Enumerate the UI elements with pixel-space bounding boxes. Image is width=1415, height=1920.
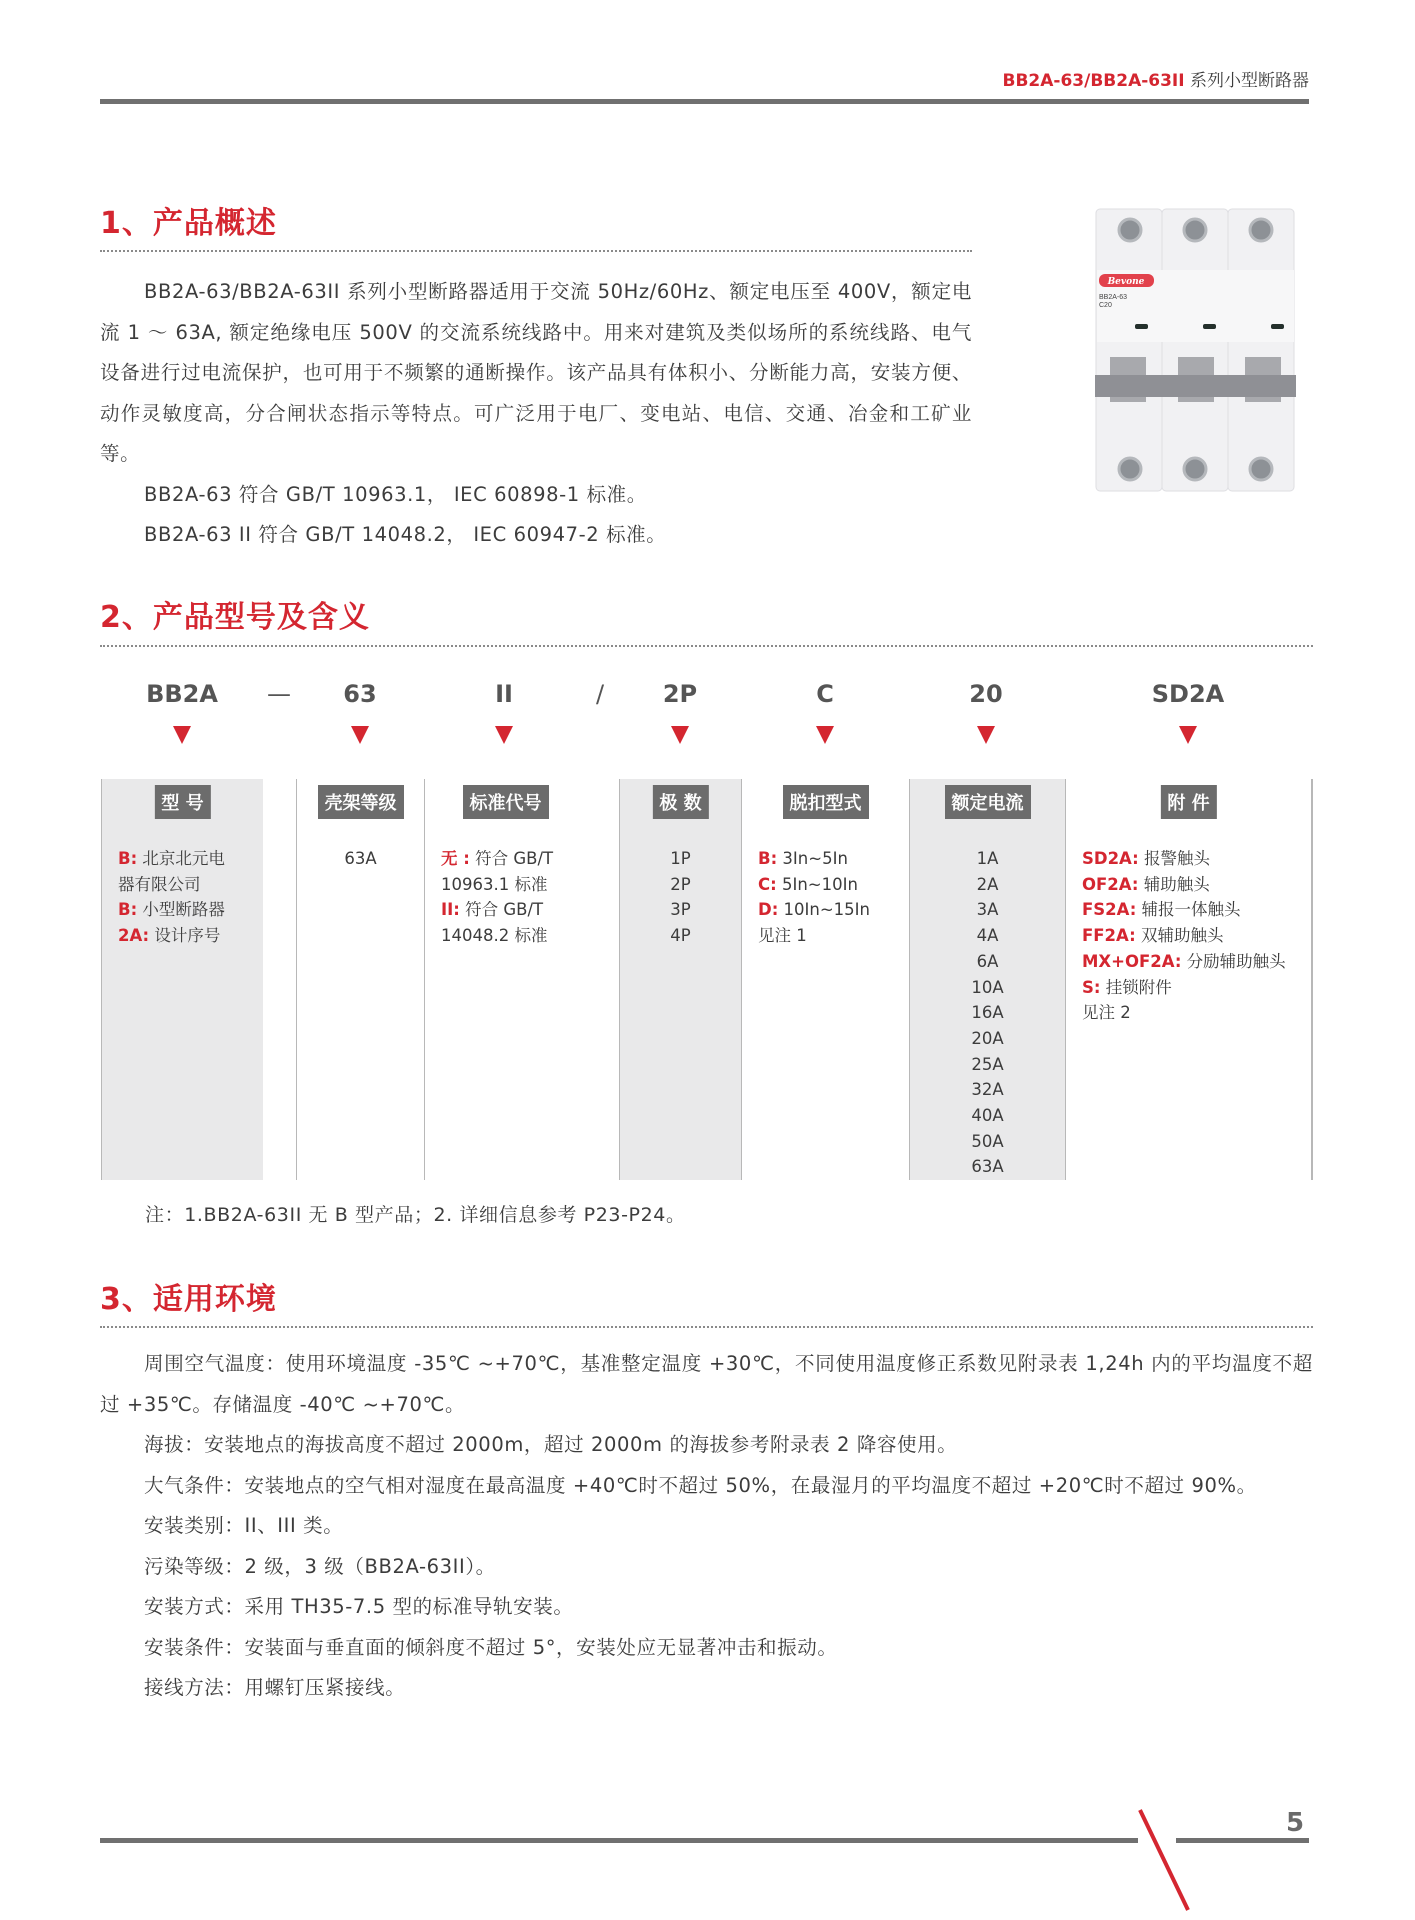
list-item bbox=[910, 1052, 1065, 1078]
environment-text bbox=[100, 1344, 1313, 1709]
section-2-title: 2、产品型号及含义 bbox=[100, 600, 370, 635]
column-header: 壳架等级 bbox=[318, 785, 404, 819]
column-header: 额定电流 bbox=[945, 785, 1031, 819]
env-atmosphere: 大气条件：安装地点的空气相对湿度在最高温度 +40℃时不超过 50%，在最湿月的平均温度不超过 +20℃时不超过 90%。 bbox=[144, 1473, 1257, 1497]
item-value: 符合 GB/T bbox=[469, 849, 554, 868]
list-item bbox=[441, 846, 582, 872]
env-mounting: 安装方式：采用 TH35-7.5 型的标准导轨安装。 bbox=[144, 1595, 574, 1618]
section-divider bbox=[100, 1326, 1313, 1328]
list-item bbox=[441, 897, 582, 923]
list-item bbox=[1082, 1000, 1307, 1026]
arrow-down-icon bbox=[173, 726, 191, 744]
item-value: 40A bbox=[971, 1106, 1004, 1126]
item-value: 10963.1 标准 bbox=[441, 874, 548, 894]
item-value: 辅助触头 bbox=[1138, 874, 1210, 894]
env-altitude: 海拔：安装地点的海拔高度不超过 2000m，超过 2000m 的海拔参考附录表 2 降容使用。 bbox=[144, 1433, 958, 1456]
item-value: 3P bbox=[670, 900, 691, 920]
table-column-model bbox=[101, 779, 263, 1180]
item-value: 5In~10In bbox=[776, 874, 858, 894]
list-item bbox=[910, 1129, 1065, 1155]
list-item bbox=[910, 949, 1065, 975]
code-trip: C bbox=[816, 680, 834, 708]
item-key: OF2A: bbox=[1082, 874, 1139, 894]
table-column-poles bbox=[619, 779, 741, 1180]
item-value: 25A bbox=[971, 1054, 1004, 1074]
overview-text bbox=[100, 272, 972, 556]
table-note: 注：1.BB2A-63II 无 B 型产品；2. 详细信息参考 P23-P24。 bbox=[145, 1204, 686, 1226]
column-items bbox=[118, 846, 259, 949]
item-value: 10A bbox=[971, 977, 1004, 997]
column-items bbox=[758, 846, 905, 949]
item-value: 双辅助触头 bbox=[1135, 926, 1224, 946]
list-item bbox=[910, 1000, 1065, 1026]
table-column-rated-current bbox=[909, 779, 1065, 1180]
table-right-border bbox=[1311, 779, 1313, 1180]
code-accessory: SD2A bbox=[1151, 680, 1225, 708]
overview-paragraph: BB2A-63/BB2A-63II 系列小型断路器适用于交流 50Hz/60Hz、额定电压至 400V，额定电流 1 ～ 63A, 额定绝缘电压 500V 的交流系统线路中。用来对建筑及类似场所的系统线路、电气设备进行过电流保护，也可用于不频繁的通断操作。该产品具有体积小、分断能力高，安装方便、动作灵敏度高，分合闸状态指示等特点。可广泛用于电厂、变电站、电信、交通、冶金和工矿业等。 bbox=[100, 280, 972, 465]
item-value: 报警触头 bbox=[1138, 849, 1210, 868]
list-item bbox=[910, 897, 1065, 923]
list-item bbox=[910, 1077, 1065, 1103]
code-poles: 2P bbox=[662, 680, 698, 708]
list-item bbox=[910, 1103, 1065, 1129]
column-header: 脱扣型式 bbox=[783, 785, 869, 819]
list-item bbox=[758, 923, 905, 949]
list-item bbox=[620, 872, 741, 898]
list-item bbox=[1082, 949, 1307, 975]
list-item bbox=[758, 846, 905, 872]
code-dash: — bbox=[267, 680, 291, 708]
code-slash: / bbox=[595, 680, 605, 708]
product-image bbox=[1094, 207, 1297, 494]
item-value: 器有限公司 bbox=[118, 874, 201, 894]
item-value: 见注 1 bbox=[758, 926, 807, 946]
list-item bbox=[118, 897, 259, 923]
list-item bbox=[758, 872, 905, 898]
column-header: 型 号 bbox=[154, 785, 210, 819]
table-column-standard bbox=[424, 779, 586, 1180]
item-value: 符合 GB/T bbox=[459, 900, 544, 920]
item-value: 北京北元电 bbox=[137, 849, 225, 868]
code-series: BB2A bbox=[146, 680, 218, 708]
item-value: 2A bbox=[976, 874, 999, 894]
env-pollution: 污染等级：2 级，3 级（BB2A-63II）。 bbox=[144, 1554, 496, 1578]
item-key: 无 : bbox=[441, 849, 470, 868]
item-value: 16A bbox=[971, 1003, 1004, 1023]
product-label-rating: C20 bbox=[1099, 302, 1112, 309]
item-value: 见注 2 bbox=[1082, 1003, 1131, 1023]
product-label-model: BB2A-63 bbox=[1099, 294, 1128, 301]
list-item bbox=[758, 897, 905, 923]
column-items bbox=[297, 846, 424, 872]
standard-line-1: BB2A-63 符合 GB/T 10963.1， IEC 60898-1 标准。 bbox=[144, 482, 647, 506]
item-value: 10In~15In bbox=[778, 900, 871, 920]
list-item bbox=[118, 846, 259, 872]
list-item bbox=[1082, 975, 1307, 1001]
column-header: 标准代号 bbox=[463, 785, 549, 819]
item-value: 1P bbox=[670, 849, 691, 868]
column-items bbox=[910, 846, 1065, 1180]
env-install-category: 安装类别：II、III 类。 bbox=[144, 1514, 344, 1537]
list-item bbox=[910, 872, 1065, 898]
item-value: 小型断路器 bbox=[137, 900, 225, 920]
list-item bbox=[620, 846, 741, 872]
env-wiring: 接线方法：用螺钉压紧接线。 bbox=[144, 1676, 406, 1699]
list-item bbox=[910, 846, 1065, 872]
list-item bbox=[1082, 872, 1307, 898]
item-value: 4A bbox=[976, 926, 999, 946]
footer-slash-decoration bbox=[1130, 1805, 1200, 1915]
header-model: BB2A-63/BB2A-63II bbox=[1002, 71, 1185, 91]
item-value: 3A bbox=[976, 900, 999, 920]
list-item bbox=[1082, 923, 1307, 949]
item-value: 4P bbox=[670, 926, 691, 946]
item-key: MX+OF2A: bbox=[1082, 951, 1182, 971]
code-frame: 63 bbox=[343, 680, 377, 708]
page-number: 5 bbox=[1286, 1808, 1305, 1838]
list-item bbox=[118, 872, 259, 898]
table-column-accessories bbox=[1065, 779, 1311, 1180]
item-value: 63A bbox=[344, 849, 377, 868]
list-item bbox=[620, 923, 741, 949]
arrow-down-icon bbox=[671, 726, 689, 744]
footer-rule-left bbox=[100, 1838, 1138, 1843]
item-value: 63A bbox=[971, 1157, 1004, 1177]
header-rule bbox=[100, 99, 1309, 104]
running-header bbox=[1003, 66, 1310, 91]
item-value: 3In~5In bbox=[777, 849, 848, 868]
header-series: 系列小型断路器 bbox=[1184, 71, 1309, 91]
item-key: S: bbox=[1082, 977, 1101, 997]
list-item bbox=[910, 975, 1065, 1001]
standard-line-2: BB2A-63 II 符合 GB/T 14048.2， IEC 60947-2 标准。 bbox=[144, 523, 667, 546]
column-header: 极 数 bbox=[652, 785, 708, 819]
item-value: 14048.2 标准 bbox=[441, 926, 548, 946]
list-item bbox=[1082, 897, 1307, 923]
column-header: 附 件 bbox=[1160, 785, 1216, 819]
column-items bbox=[1082, 846, 1307, 1026]
item-key: C: bbox=[758, 874, 777, 894]
list-item bbox=[910, 923, 1065, 949]
item-key: B: bbox=[758, 849, 778, 868]
item-key: B: bbox=[118, 849, 138, 868]
item-value: 设计序号 bbox=[149, 926, 221, 946]
section-3-title: 3、适用环境 bbox=[100, 1282, 277, 1317]
item-key: B: bbox=[118, 900, 138, 920]
column-items bbox=[620, 846, 741, 949]
item-value: 分励辅助触头 bbox=[1181, 951, 1286, 971]
item-value: 32A bbox=[971, 1080, 1004, 1100]
code-standard: II bbox=[495, 680, 513, 708]
item-key: FS2A: bbox=[1082, 900, 1137, 920]
arrow-down-icon bbox=[1179, 726, 1197, 744]
section-divider bbox=[100, 250, 972, 252]
list-item bbox=[441, 923, 582, 949]
item-value: 2P bbox=[670, 874, 691, 894]
arrow-down-icon bbox=[977, 726, 995, 744]
arrow-down-icon bbox=[816, 726, 834, 744]
item-value: 1A bbox=[976, 849, 999, 868]
item-value: 50A bbox=[971, 1131, 1004, 1151]
column-items bbox=[441, 846, 582, 949]
item-value: 挂锁附件 bbox=[1100, 977, 1172, 997]
list-item bbox=[910, 1154, 1065, 1180]
table-column-trip-type bbox=[741, 779, 909, 1180]
list-item bbox=[1082, 846, 1307, 872]
item-key: D: bbox=[758, 900, 779, 920]
arrow-down-icon bbox=[495, 726, 513, 744]
env-install-condition: 安装条件：安装面与垂直面的倾斜度不超过 5°，安装处应无显著冲击和振动。 bbox=[144, 1635, 838, 1659]
item-value: 6A bbox=[976, 951, 999, 971]
section-1-title: 1、产品概述 bbox=[100, 206, 277, 241]
env-temperature: 周围空气温度：使用环境温度 -35℃ ~+70℃，基准整定温度 +30℃，不同使用温度修正系数见附录表 1,24h 内的平均温度不超过 +35℃。存储温度 -40℃ ~+70℃。 bbox=[100, 1352, 1313, 1416]
list-item bbox=[441, 872, 582, 898]
code-current: 20 bbox=[969, 680, 1003, 708]
section-divider bbox=[100, 645, 1313, 647]
list-item bbox=[297, 846, 424, 872]
item-key: 2A: bbox=[118, 926, 150, 946]
list-item bbox=[910, 1026, 1065, 1052]
item-key: II: bbox=[441, 900, 460, 920]
arrow-down-icon bbox=[351, 726, 369, 744]
item-value: 辅报一体触头 bbox=[1136, 900, 1241, 920]
list-item bbox=[118, 923, 259, 949]
table-column-frame-rating bbox=[296, 779, 424, 1180]
item-key: FF2A: bbox=[1082, 926, 1136, 946]
product-brand-logo: Bevone bbox=[1107, 277, 1145, 287]
list-item bbox=[620, 897, 741, 923]
item-value: 20A bbox=[971, 1028, 1004, 1048]
item-key: SD2A: bbox=[1082, 849, 1139, 868]
